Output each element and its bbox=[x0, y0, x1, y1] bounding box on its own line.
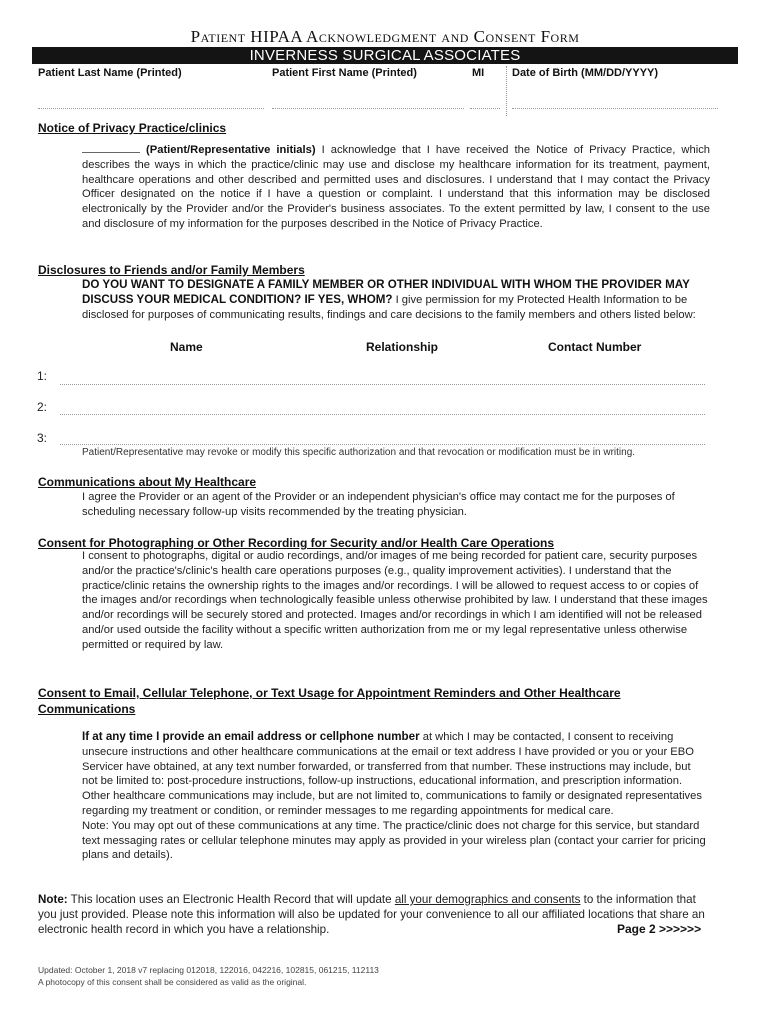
col-contact-number: Contact Number bbox=[548, 340, 642, 354]
col-name: Name bbox=[170, 340, 203, 354]
privacy-heading: Notice of Privacy Practice/clinics bbox=[38, 121, 227, 135]
initials-field[interactable] bbox=[82, 142, 140, 153]
email-heading: Consent to Email, Cellular Telephone, or Text Usage for Appointment Reminders and Other Healthcare Communications bbox=[38, 686, 621, 716]
mi-field[interactable] bbox=[470, 108, 500, 109]
disclosures-paragraph bbox=[82, 278, 710, 322]
ehr-note-post: to the information that you just provided. Please note this information will also be updated for your convenience to all our affiliated locations that share an electronic health record in which you have a relationship. bbox=[38, 893, 705, 936]
form-title: Patient HIPAA Acknowledgment and Consent Form bbox=[190, 27, 580, 46]
ehr-note bbox=[38, 893, 710, 937]
updated-footer: Updated: October 1, 2018 v7 replacing 012018, 122016, 042216, 102815, 061215, 112113 bbox=[38, 965, 379, 975]
dob-field[interactable] bbox=[512, 108, 718, 109]
mi-label: MI bbox=[472, 67, 485, 79]
privacy-text: I acknowledge that I have received the Notice of Privacy Practice, which describes the ways in which the practice/clinic may use and disclose my healthcare information for its treatment, payment, healthcare operations and other described and permitted uses and disclosures. I understand that I may contact the Privacy Officer designated on the notice if I have a question or complaint. I understand that this information may be disclosed electronically by the Provider and/or the Provider's business associates. To the extent permitted by law, I consent to the use and disclosure of my information for the purposes described in the Notice of Privacy Practice. bbox=[82, 144, 711, 230]
family-row-2-field[interactable] bbox=[60, 414, 705, 415]
privacy-paragraph bbox=[82, 142, 710, 232]
email-text: at which I may be contacted, I consent to receiving unsecure instructions and other healthcare communications at the email or text address I have provided or you or your EBO Servicer have obtained, at any text number forwarded, or transferred from that number. These instructions may include, but not be limited to: post-procedure instructions, follow-up instructions, educational information, and prescription information. Other healthcare communications may include, but are not limited to, communications to family or designated representatives regarding my treatment or condition, or reminder messages to me regarding appointments for medical care. bbox=[82, 731, 702, 817]
family-row-1-field[interactable] bbox=[60, 384, 705, 385]
dob-divider bbox=[506, 66, 507, 116]
first-name-label: Patient First Name (Printed) bbox=[272, 67, 417, 79]
last-name-label: Patient Last Name (Printed) bbox=[38, 67, 182, 79]
email-note: Note: You may opt out of these communications at any time. The practice/clinic does not charge for this service, but standard text messaging rates or cellular telephone minutes may apply as provided in your wireless plan (contact your carrier for pricing plans and details). bbox=[82, 819, 706, 862]
ehr-note-underlined: all your demographics and consents bbox=[394, 893, 581, 906]
last-name-field[interactable] bbox=[38, 108, 264, 109]
practice-banner: INVERNESS SURGICAL ASSOCIATES bbox=[32, 47, 738, 64]
ehr-note-pre: This location uses an Electronic Health Record that will update bbox=[70, 893, 392, 906]
designate-question: DO YOU WANT TO DESIGNATE A FAMILY MEMBER OR OTHER INDIVIDUAL WITH WHOM THE PROVIDER MAY DISCUSS YOUR MEDICAL CONDITION? IF YES, WHOM? bbox=[82, 278, 690, 306]
email-lead: If at any time I provide an email address or cellphone number bbox=[82, 730, 420, 743]
page-2-link[interactable]: Page 2 >>>>>> bbox=[617, 922, 702, 936]
disclosures-text: I give permission for my Protected Health Information to be disclosed for purposes of communicating results, findings and care decisions to the family members and others listed below: bbox=[82, 293, 696, 321]
revoke-note: Patient/Representative may revoke or modify this specific authorization and that revocation or modification must be in writing. bbox=[82, 447, 636, 458]
email-paragraph bbox=[82, 730, 708, 863]
communications-heading: Communications about My Healthcare bbox=[38, 475, 257, 489]
family-row-3-field[interactable] bbox=[60, 444, 705, 445]
first-name-field[interactable] bbox=[272, 108, 464, 109]
photocopy-footer: A photocopy of this consent shall be considered as valid as the original. bbox=[38, 977, 307, 987]
initials-label: (Patient/Representative initials) bbox=[146, 144, 316, 156]
family-row-3-label: 3: bbox=[37, 431, 48, 445]
family-row-1-label: 1: bbox=[37, 369, 48, 383]
ehr-note-label: Note: bbox=[38, 893, 68, 906]
photography-heading: Consent for Photographing or Other Recording for Security and/or Health Care Operations bbox=[38, 536, 555, 550]
photography-text: I consent to photographs, digital or audio recordings, and/or images of me being recorded for patient care, security purposes and/or the practice's/clinic's health care operations purposes (e.g., quality improvement activities). I understand that the practice/clinic retains the ownership rights to the images and/or recordings. I will be allowed to request access to or copies of the images and/or recordings when technologically feasible unless otherwise prohibited by law. I understand that these images and/or recordings will be securely stored and protected. Images and/or recordings in which I am identified will not be released and/or used outside the facility without a specific written authorization from me or my legal representative unless otherwise permitted or required by law. bbox=[82, 550, 708, 651]
dob-label: Date of Birth (MM/DD/YYYY) bbox=[512, 67, 659, 79]
communications-text: I agree the Provider or an agent of the Provider or an independent physician's office may contact me for the purposes of scheduling necessary follow-up visits recommended by the treating physician. bbox=[82, 491, 675, 518]
disclosures-heading: Disclosures to Friends and/or Family Members bbox=[38, 263, 305, 277]
family-row-2-label: 2: bbox=[37, 400, 48, 414]
col-relationship: Relationship bbox=[366, 340, 439, 354]
